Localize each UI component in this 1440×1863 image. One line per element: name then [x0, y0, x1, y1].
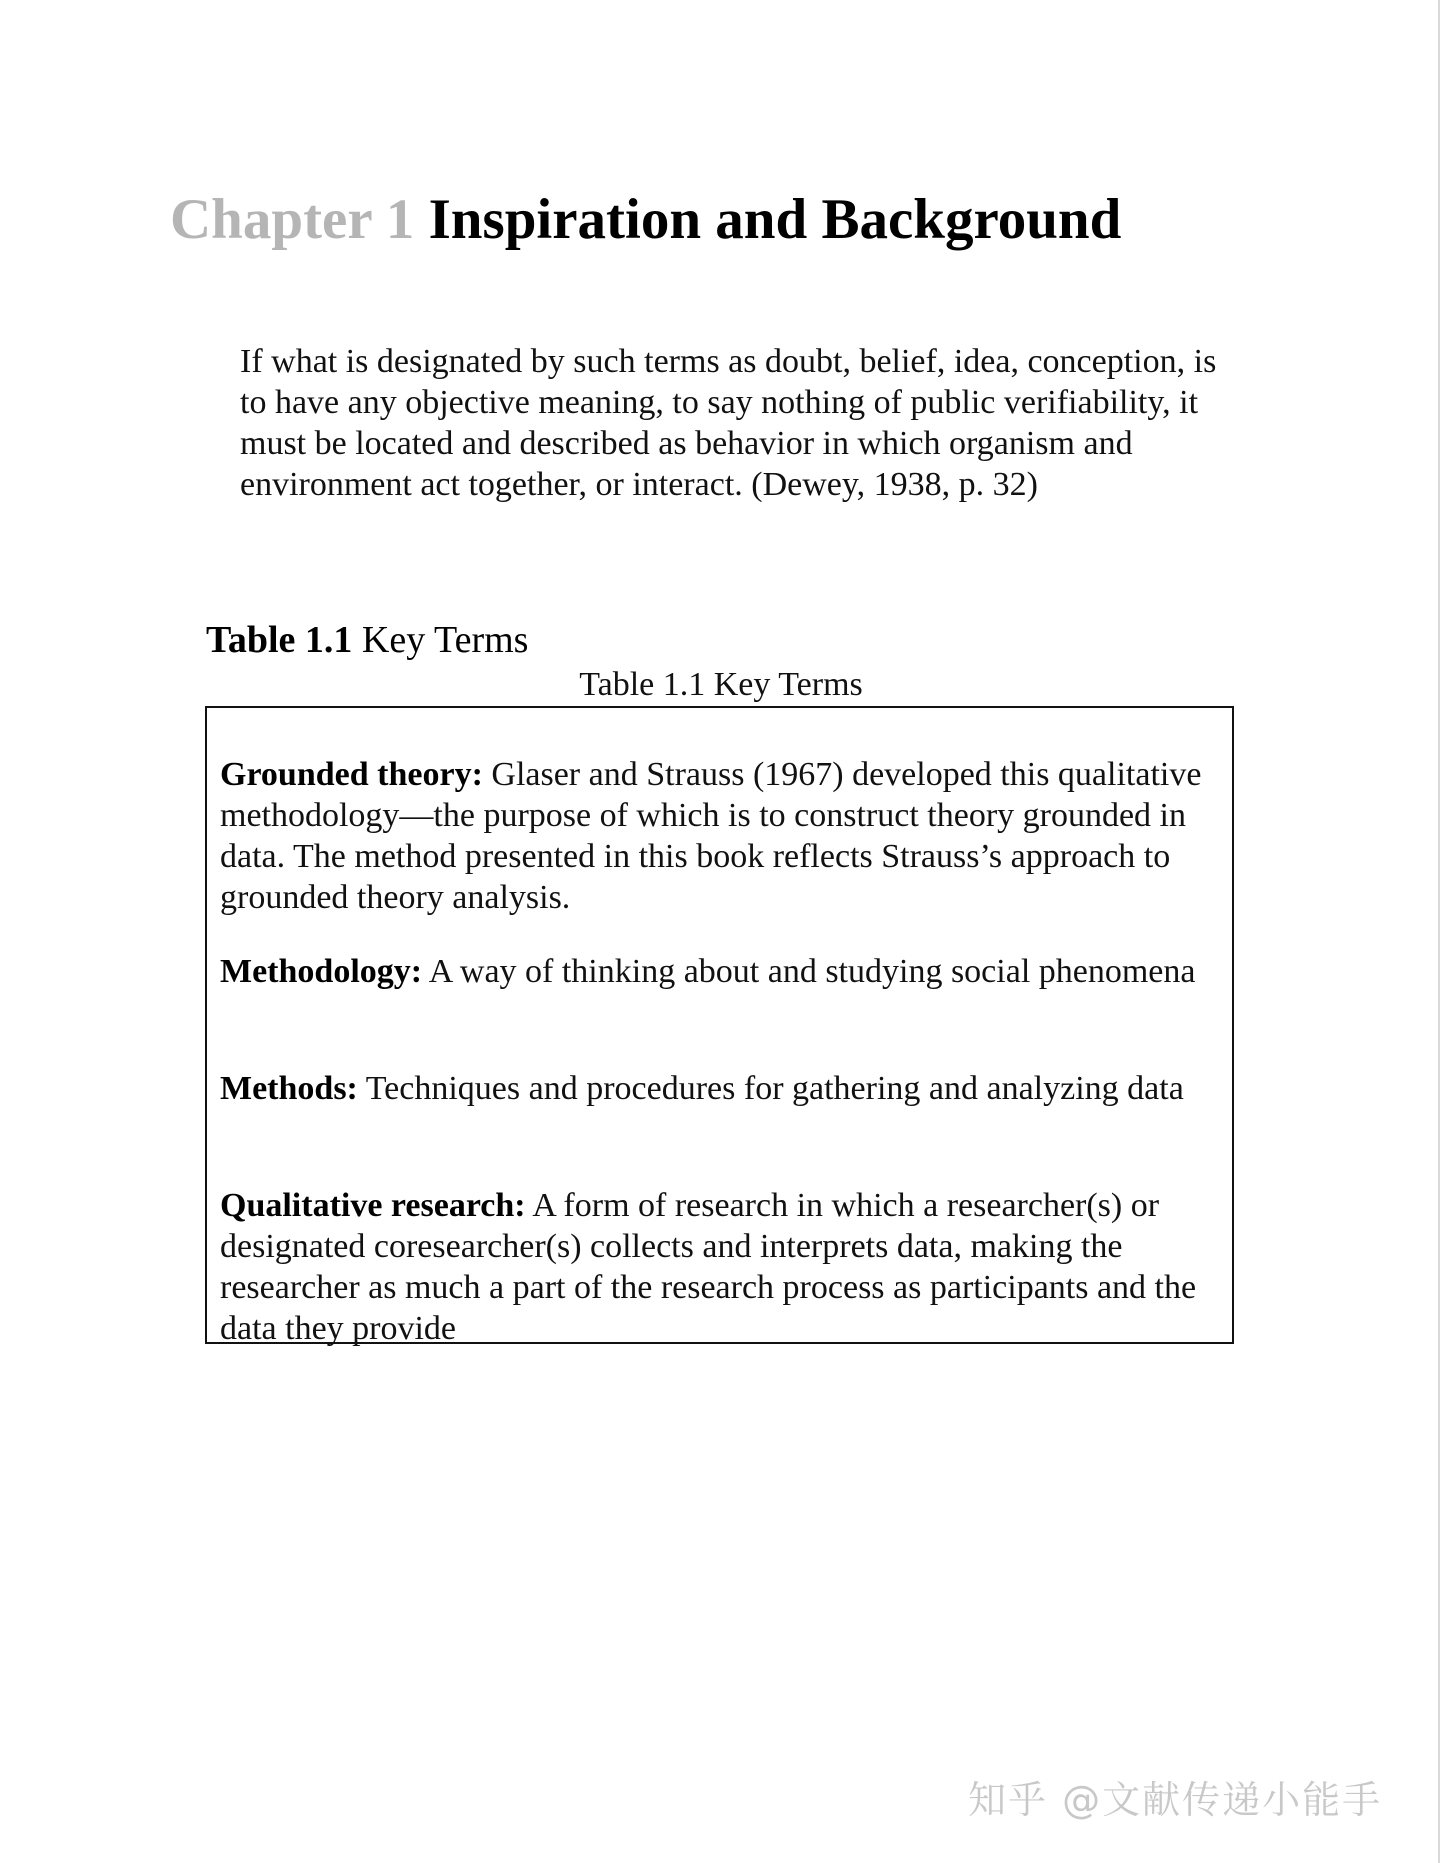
chapter-heading: [170, 188, 1121, 252]
table-subcaption: Table 1.1 Key Terms: [579, 666, 863, 703]
term-name: Grounded theory:: [220, 756, 483, 793]
term-definition: A way of thinking about and studying social phenomena: [428, 953, 1196, 990]
watermark: 知乎 @文献传递小能手: [968, 1778, 1383, 1822]
table-caption-title: Key Terms: [361, 619, 529, 661]
term-entry-methodology: [220, 951, 1225, 992]
table-caption: [206, 617, 528, 663]
chapter-title: Inspiration and Background: [428, 188, 1122, 251]
table-caption-number: Table 1.1: [206, 619, 353, 661]
term-definition: A form of research in which a researcher(s) or designated coresearcher(s) collects and interprets data, making the researcher as much a part of the research process as participants and the data they provide: [220, 1187, 1197, 1347]
key-terms-table: [205, 706, 1234, 1347]
chapter-label: Chapter 1: [170, 188, 415, 251]
term-entry-grounded-theory: [220, 754, 1225, 918]
term-entry-methods: [220, 1068, 1225, 1109]
term-name: Methods:: [220, 1070, 358, 1107]
term-name: Methodology:: [220, 953, 423, 990]
term-name: Qualitative research:: [220, 1187, 526, 1224]
term-definition: Glaser and Strauss (1967) developed this qualitative methodology—the purpose of which is to construct theory grounded in data. The method presented in this book reflects Strauss’s approach to grounded theory analysis.: [220, 756, 1202, 916]
epigraph-quote: If what is designated by such terms as doubt, belief, idea, conception, is to have any objective meaning, to say nothing of public verifiability, it must be located and described as behavior in which organism and environment act together, or interact. (Dewey, 1938, p. 32): [240, 343, 1217, 503]
term-definition: Techniques and procedures for gathering and analyzing data: [365, 1070, 1184, 1107]
term-entry-qualitative-research: [220, 1185, 1225, 1349]
